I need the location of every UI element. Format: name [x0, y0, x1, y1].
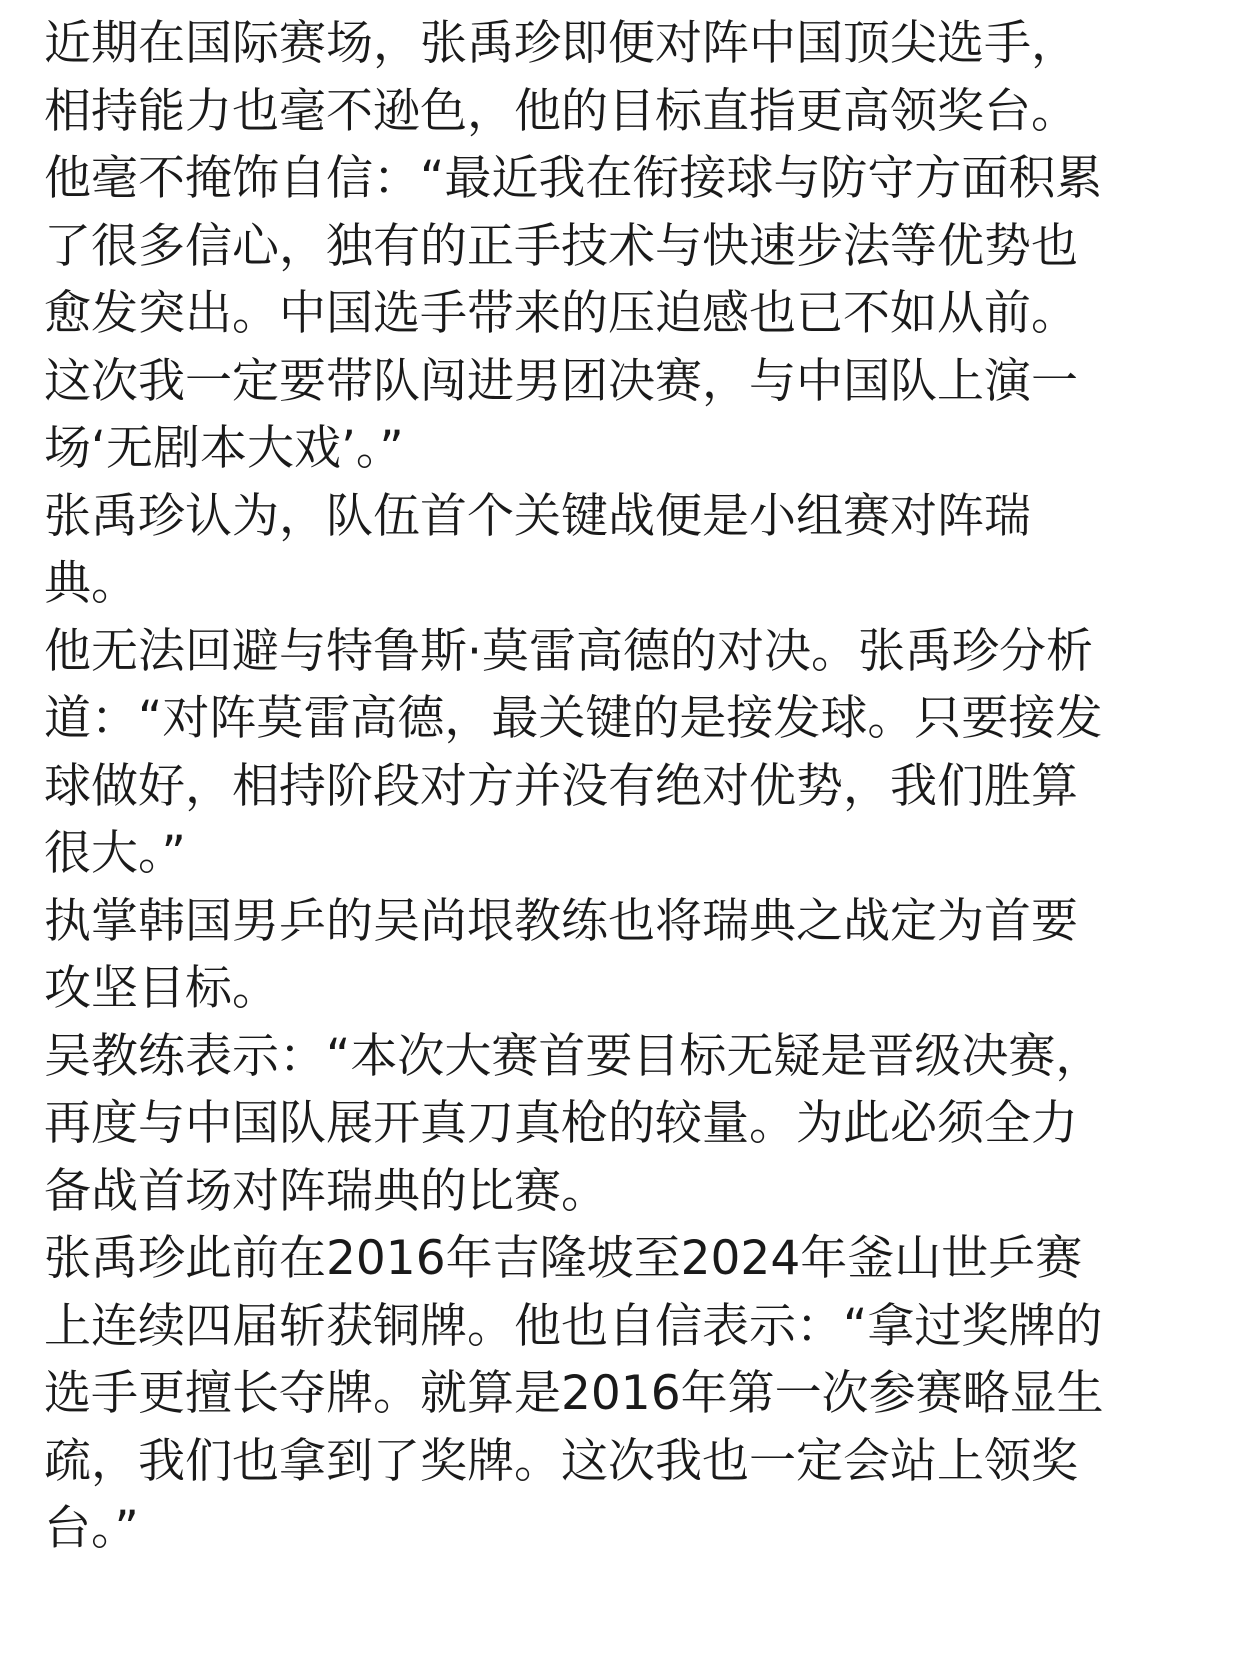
paragraph-3: 张禹珍认为，队伍首个关键战便是小组赛对阵瑞 典。: [44, 488, 1031, 611]
article-body: [44, 10, 1214, 1563]
paragraph-4: 他无法回避与特鲁斯·莫雷高德的对决。张禹珍分析 道：“对阵莫雷高德，最关键的是接发球。只要接发 球做好，相持阶段对方并没有绝对优势，我们胜算 很大。”: [44, 623, 1103, 881]
paragraph-7: 张禹珍此前在2016年吉隆坡至2024年釜山世乒赛 上连续四届斩获铜牌。他也自信表示：“拿过奖牌的 选手更擅长夺牌。就算是2016年第一次参赛略显生 疏，我们也拿到了奖牌。这次我也一定会站上领奖 台。”: [44, 1231, 1104, 1556]
paragraph-5: 执掌韩国男乒的吴尚垠教练也将瑞典之战定为首要 攻坚目标。: [44, 893, 1078, 1016]
paragraph-6: 吴教练表示：“本次大赛首要目标无疑是晋级决赛， 再度与中国队展开真刀真枪的较量。为此必须全力 备战首场对阵瑞典的比赛。: [44, 1028, 1103, 1219]
paragraph-1: 近期在国际赛场，张禹珍即便对阵中国顶尖选手， 相持能力也毫不逊色，他的目标直指更高领奖台。: [44, 16, 1078, 139]
paragraph-2: 他毫不掩饰自信：“最近我在衔接球与防守方面积累 了很多信心，独有的正手技术与快速步法等优势也 愈发突出。中国选手带来的压迫感也已不如从前。 这次我一定要带队闯进男团决赛，与中国队上演一 场‘无剧本大戏’。”: [44, 151, 1103, 476]
